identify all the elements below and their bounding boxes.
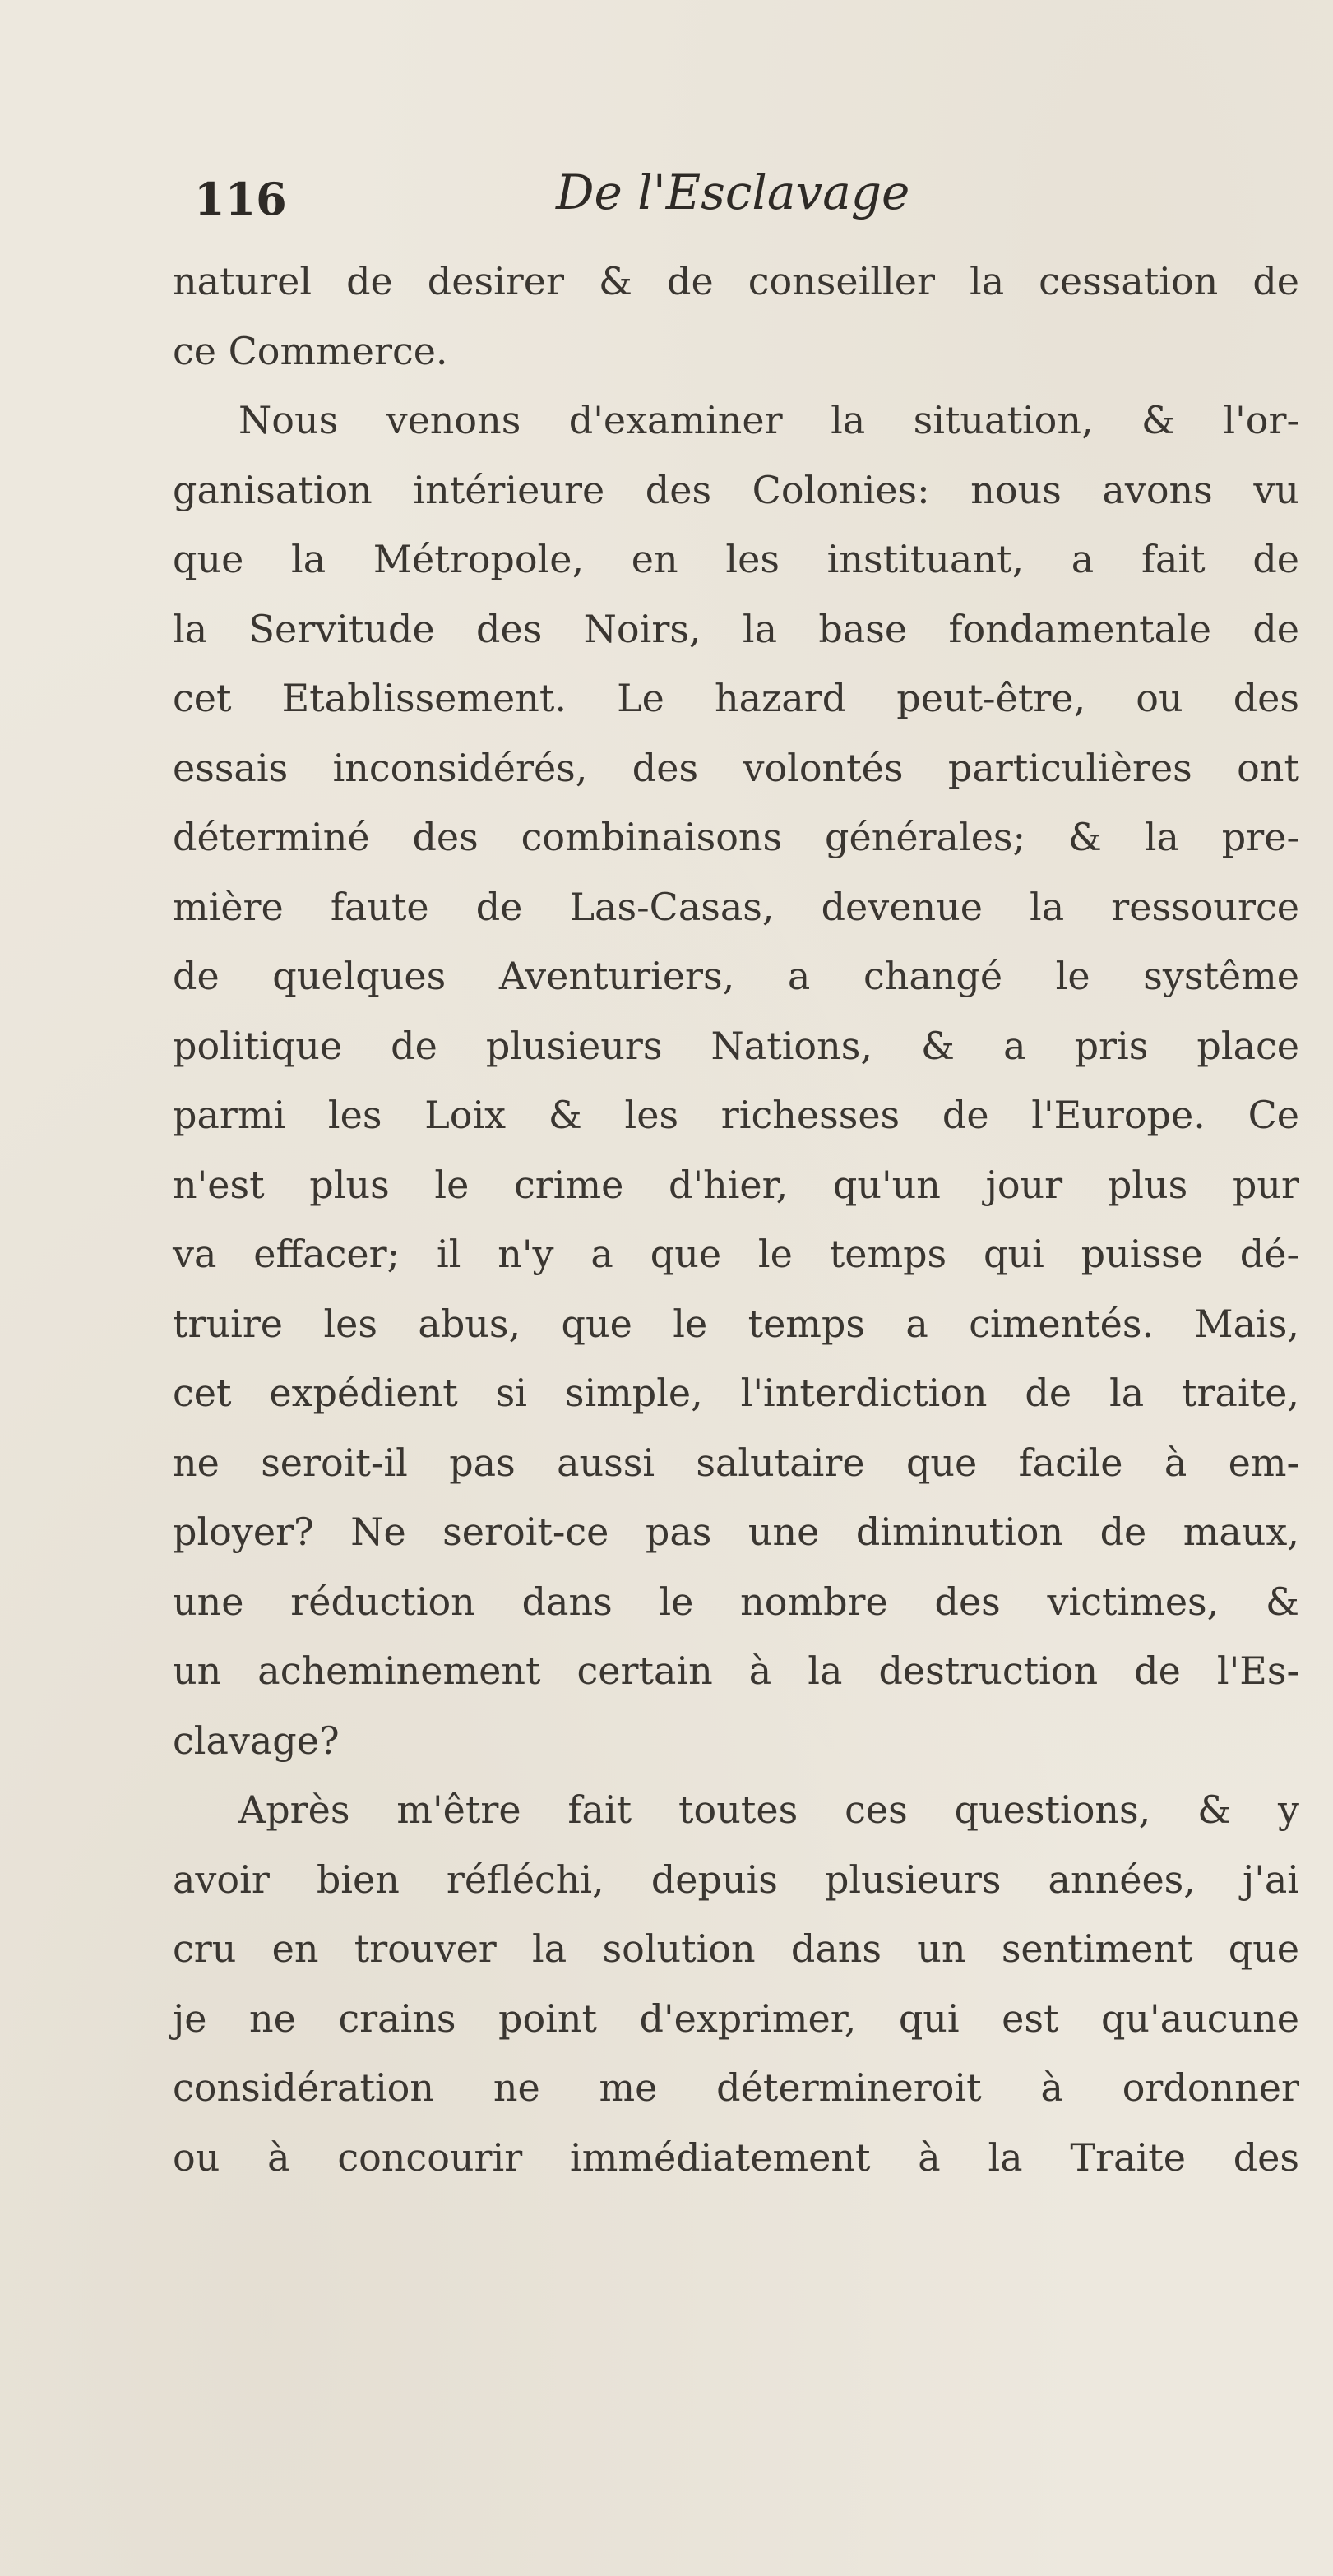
text-line: ne seroit-il pas aussi salutaire que facile à em- — [173, 1440, 1299, 1485]
text-line: clavage? — [173, 1718, 340, 1763]
text-line: naturel de desirer & de conseiller la cessation de — [173, 259, 1299, 303]
text-line: ce Commerce. — [173, 328, 448, 373]
text-line: un acheminement certain à la destruction de l'Es- — [173, 1649, 1299, 1693]
text-line: avoir bien réfléchi, depuis plusieurs années, j'ai — [173, 1857, 1299, 1902]
text-line: essais inconsidérés, des volontés particulières ont — [173, 745, 1299, 790]
page-header — [194, 164, 1304, 238]
text-line: ployer? Ne seroit-ce pas une diminution de maux, — [173, 1510, 1299, 1554]
page-number: 116 — [194, 173, 287, 225]
running-title: De l'Esclavage — [556, 164, 910, 220]
text-line: ganisation intérieure des Colonies: nous avons vu — [173, 467, 1299, 512]
text-line: ou à concourir immédiatement à la Traite des — [173, 2134, 1299, 2180]
text-line: la Servitude des Noirs, la base fondamentale de — [173, 606, 1299, 651]
paragraph-start-line: Nous venons d'examiner la situation, & l'or- — [238, 398, 1299, 442]
body-text — [173, 247, 1299, 2192]
text-line: que la Métropole, en les instituant, a fait de — [173, 537, 1299, 581]
text-line: une réduction dans le nombre des victimes, & — [173, 1579, 1299, 1624]
text-line: va effacer; il n'y a que le temps qui puisse dé- — [173, 1232, 1299, 1276]
text-line: truire les abus, que le temps a cimentés. Mais, — [173, 1301, 1299, 1346]
text-line: cet expédient si simple, l'interdiction de la traite, — [173, 1371, 1299, 1415]
text-line: cru en trouver la solution dans un sentiment que — [173, 1926, 1299, 1971]
text-line: je ne crains point d'exprimer, qui est qu'aucune — [173, 1996, 1299, 2041]
text-line: cet Etablissement. Le hazard peut-être, ou des — [173, 676, 1299, 720]
text-line: parmi les Loix & les richesses de l'Europe. Ce — [173, 1093, 1299, 1137]
text-line: n'est plus le crime d'hier, qu'un jour plus pur — [173, 1162, 1299, 1207]
text-line: de quelques Aventuriers, a changé le systême — [173, 954, 1299, 998]
paragraph-start-line: Après m'être fait toutes ces questions, & y — [238, 1787, 1299, 1832]
text-line: déterminé des combinaisons générales; & la pre- — [173, 815, 1299, 859]
text-line: considération ne me détermineroit à ordonner — [173, 2065, 1299, 2110]
text-line: mière faute de Las-Casas, devenue la ressource — [173, 884, 1299, 929]
text-line: politique de plusieurs Nations, & a pris place — [173, 1023, 1299, 1068]
